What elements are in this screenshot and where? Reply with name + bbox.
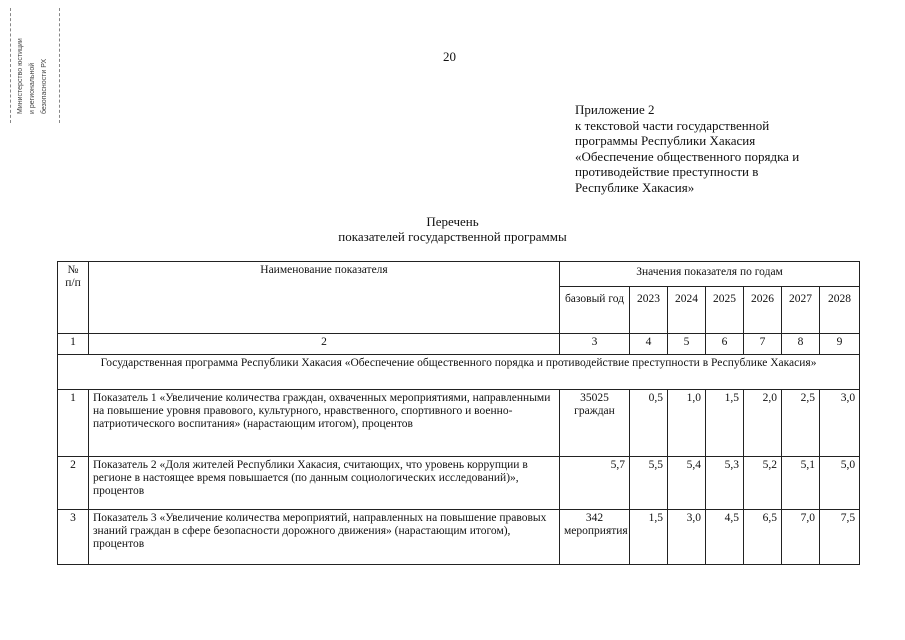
header-year-2026: 2026 xyxy=(744,287,782,334)
stamp-line-1: Министерство юстиции xyxy=(17,38,24,114)
row-indicator-name: Показатель 2 «Доля жителей Республики Хакасия, считающих, что уровень коррупции в регионе в настоящее время повышается (по данным социологических исследований)», процентов xyxy=(89,457,560,510)
row-num: 3 xyxy=(58,510,89,565)
appendix-line-1: Приложение 2 xyxy=(575,102,655,117)
row-value-2024: 3,0 xyxy=(668,510,706,565)
table-row xyxy=(58,510,860,565)
header-row-1 xyxy=(58,262,860,287)
table-row xyxy=(58,457,860,510)
appendix-line-4: «Обеспечение общественного порядка и xyxy=(575,148,800,164)
row-value-2027: 7,0 xyxy=(782,510,820,565)
header-year-2023: 2023 xyxy=(630,287,668,334)
appendix-heading xyxy=(575,102,875,195)
row-value-2025: 5,3 xyxy=(706,457,744,510)
row-value-2023: 5,5 xyxy=(630,457,668,510)
row-value-2023: 1,5 xyxy=(630,510,668,565)
row-value-2028: 7,5 xyxy=(820,510,860,565)
document-title: Перечень xyxy=(426,214,479,229)
row-value-2026: 6,5 xyxy=(744,510,782,565)
col-number-7: 7 xyxy=(744,334,782,355)
row-value-2028: 3,0 xyxy=(820,390,860,457)
row-value-2024: 1,0 xyxy=(668,390,706,457)
section-title: Государственная программа Республики Хакасия «Обеспечение общественного порядка и противодействие преступности в Республике Хакасия» xyxy=(58,355,860,390)
appendix-line-6: Республике Хакасия» xyxy=(575,179,695,195)
col-number-6: 6 xyxy=(706,334,744,355)
col-number-3: 3 xyxy=(560,334,630,355)
col-number-8: 8 xyxy=(782,334,820,355)
row-num: 2 xyxy=(58,457,89,510)
row-value-2023: 0,5 xyxy=(630,390,668,457)
row-base-value: 35025 граждан xyxy=(560,390,630,457)
header-name: Наименование показателя xyxy=(89,262,560,334)
indicators-table xyxy=(57,261,860,565)
appendix-line-3: программы Республики Хакасия xyxy=(575,133,756,148)
stamp-line-3: безопасности РХ xyxy=(41,58,48,114)
col-number-2: 2 xyxy=(89,334,560,355)
row-indicator-name: Показатель 1 «Увеличение количества граждан, охваченных мероприятиями, направленными на повышение уровня правового, культурного, нравственного, спортивного и военно-патриотического воспитания» (нарастающим итогом), процентов xyxy=(89,390,560,457)
table-row xyxy=(58,390,860,457)
header-values-group: Значения показателя по годам xyxy=(560,262,860,287)
row-base-value: 342 мероприятия xyxy=(560,510,630,565)
row-base-value: 5,7 xyxy=(560,457,630,510)
row-value-2025: 4,5 xyxy=(706,510,744,565)
header-year-2024: 2024 xyxy=(668,287,706,334)
row-value-2028: 5,0 xyxy=(820,457,860,510)
header-num: № п/п xyxy=(58,262,89,334)
row-value-2026: 5,2 xyxy=(744,457,782,510)
column-number-row xyxy=(58,334,860,355)
header-year-2028: 2028 xyxy=(820,287,860,334)
row-num: 1 xyxy=(58,390,89,457)
row-indicator-name: Показатель 3 «Увеличение количества мероприятий, направленных на повышение правовых знаний граждан в сфере безопасности дорожного движения» (нарастающим итогом), процентов xyxy=(89,510,560,565)
header-base-year: базовый год xyxy=(560,287,630,334)
col-number-4: 4 xyxy=(630,334,668,355)
section-row xyxy=(58,355,860,390)
document-subtitle: показателей государственной программы xyxy=(338,229,567,244)
row-value-2027: 2,5 xyxy=(782,390,820,457)
col-number-5: 5 xyxy=(668,334,706,355)
appendix-line-5: противодействие преступности в xyxy=(575,164,759,179)
appendix-line-2: к текстовой части государственной xyxy=(575,117,770,133)
stamp-line-2: и региональной xyxy=(29,62,36,114)
row-value-2027: 5,1 xyxy=(782,457,820,510)
header-year-2027: 2027 xyxy=(782,287,820,334)
page-number: 20 xyxy=(443,49,456,64)
row-value-2025: 1,5 xyxy=(706,390,744,457)
row-value-2026: 2,0 xyxy=(744,390,782,457)
header-year-2025: 2025 xyxy=(706,287,744,334)
col-number-1: 1 xyxy=(58,334,89,355)
col-number-9: 9 xyxy=(820,334,860,355)
row-value-2024: 5,4 xyxy=(668,457,706,510)
registration-stamp xyxy=(10,8,60,123)
